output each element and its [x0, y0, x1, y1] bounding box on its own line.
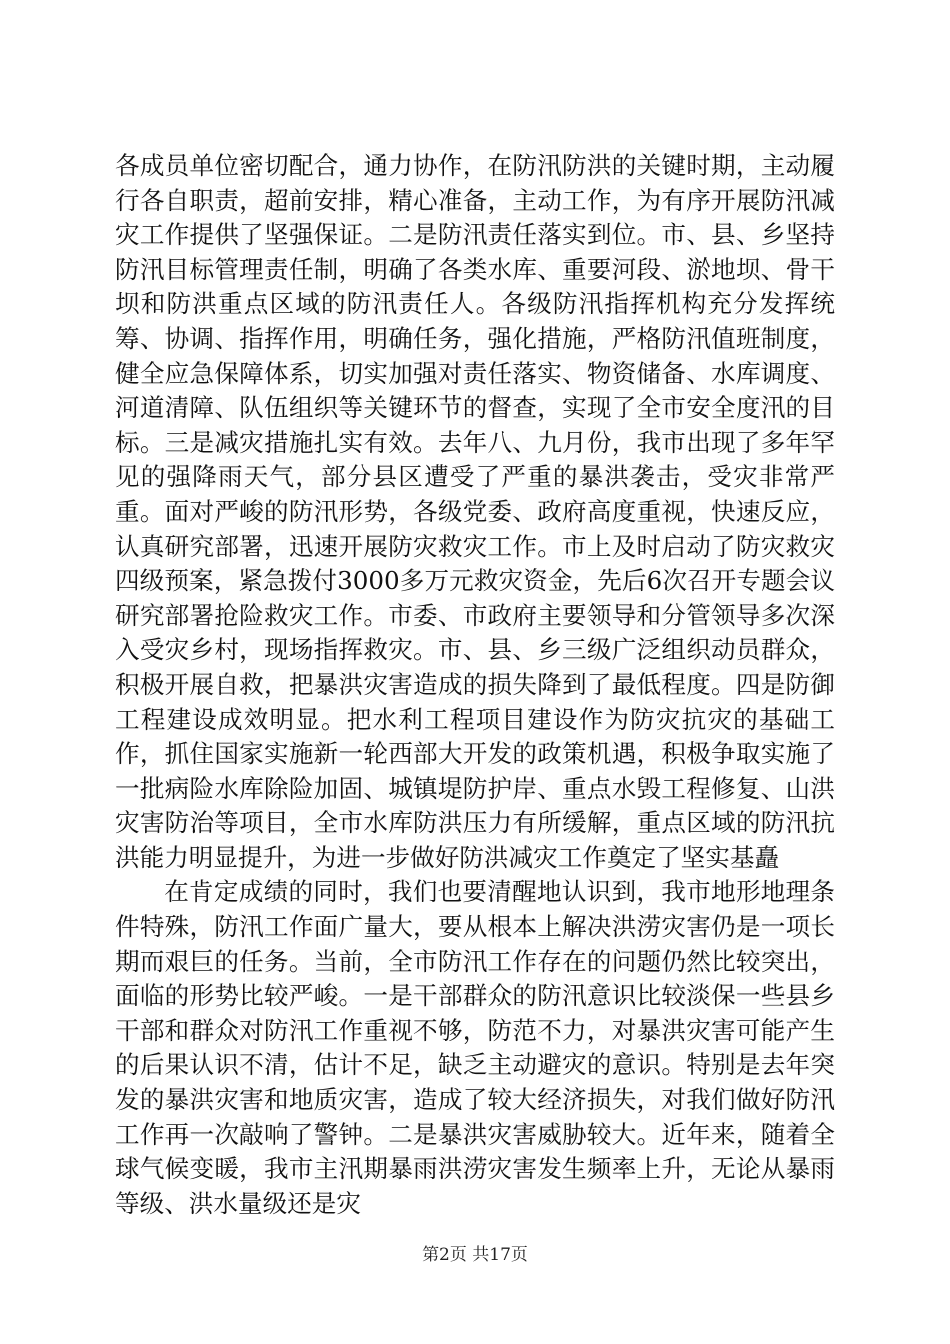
page-footer: 第2页 共17页 [422, 1245, 528, 1265]
paragraph-problems: 在肯定成绩的同时，我们也要清醒地认识到，我市地形地理条件特殊，防汛工作面广量大，要从根本上解决洪涝灾害仍是一项长期而艰巨的任务。当前，全市防汛工作存在的问题仍然比较突出，面临的形势比较严峻。一是干部群众的防汛意识比较淡保一些县乡干部和群众对防汛工作重视不够，防范不力，对暴洪灾害可能产生的后果认识不清，估计不足，缺乏主动避灾的意识。特别是去年突发的暴洪灾害和地质灾害，造成了较大经济损失，对我们做好防汛工作再一次敲响了警钟。二是暴洪灾害威胁较大。近年来，随着全球气候变暖，我市主汛期暴雨洪涝灾害发生频率上升，无论从暴雨等级、洪水量级还是灾 [115, 877, 835, 1218]
document-body [115, 149, 835, 1221]
paragraph-achievements: 各成员单位密切配合，通力协作，在防汛防洪的关键时期，主动履行各自职责，超前安排，精心准备，主动工作，为有序开展防汛减灾工作提供了坚强保证。二是防汛责任落实到位。市、县、乡坚持防汛目标管理责任制，明确了各类水库、重要河段、淤地坝、骨干坝和防洪重点区域的防汛责任人。各级防汛指挥机构充分发挥统筹、协调、指挥作用，明确任务，强化措施，严格防汛值班制度，健全应急保障体系，切实加强对责任落实、物资储备、水库调度、河道清障、队伍组织等关键环节的督查，实现了全市安全度汛的目标。三是减灾措施扎实有效。去年八、九月份，我市出现了多年罕见的强降雨天气，部分县区遭受了严重的暴洪袭击，受灾非常严重。面对严峻的防汛形势，各级党委、政府高度重视，快速反应，认真研究部署，迅速开展防灾救灾工作。市上及时启动了防灾救灾四级预案，紧急拨付3000多万元救灾资金，先后6次召开专题会议研究部署抢险救灾工作。市委、市政府主要领导和分管领导多次深入受灾乡村，现场指挥救灾。市、县、乡三级广泛组织动员群众，积极开展自救，把暴洪灾害造成的损失降到了最低程度。四是防御工程建设成效明显。把水利工程项目建设作为防灾抗灾的基础工作，抓住国家实施新一轮西部大开发的政策机遇，积极争取实施了一批病险水库除险加固、城镇堤防护岸、重点水毁工程修复、山洪灾害防治等项目，全市水库防洪压力有所缓解，重点区域的防汛抗洪能力明显提升，为进一步做好防洪减灾工作奠定了坚实基矗 [115, 151, 835, 872]
